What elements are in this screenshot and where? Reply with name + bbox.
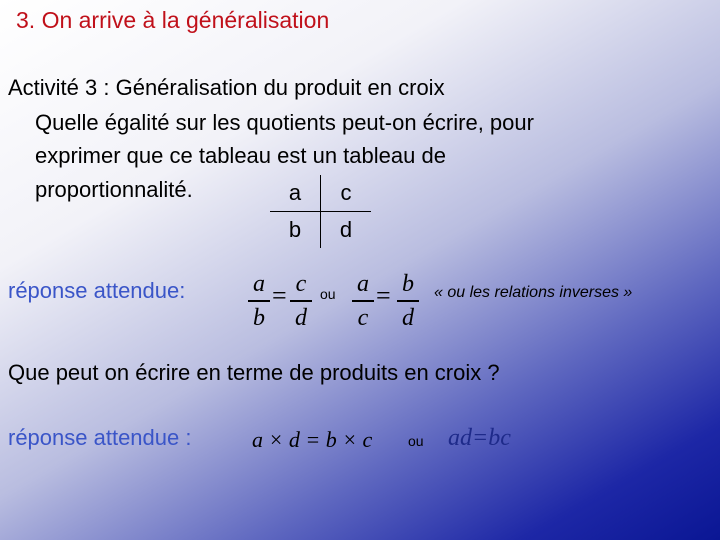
table-cell-d: d: [321, 212, 372, 249]
cross-product-formula: a × d = b × c: [252, 427, 373, 452]
or-text-1: ou: [320, 286, 336, 302]
fraction-numerator: b: [402, 271, 414, 297]
question-line-1: Quelle égalité sur les quotients peut-on écrire, pour: [35, 110, 534, 135]
table-cell-b: b: [270, 212, 321, 249]
inverse-relations-note: « ou les relations inverses »: [434, 284, 633, 301]
fraction-denominator: d: [402, 304, 414, 331]
table-cell-a: a: [288, 180, 302, 205]
fraction-bar: [248, 300, 270, 302]
fraction-b-over-d: [397, 270, 419, 332]
fraction-a-over-b: [248, 270, 270, 332]
table-row: [270, 212, 371, 249]
proportion-table: [270, 175, 371, 248]
answer-label-2: réponse attendue :: [8, 425, 192, 450]
question-line-2: exprimer que ce tableau est un tableau de: [35, 143, 446, 168]
fraction-numerator: c: [295, 271, 307, 297]
cross-product-formula-short: ad=bc: [448, 425, 511, 451]
fraction-bar: [397, 300, 419, 302]
question-2: Que peut on écrire en terme de produits en croix ?: [8, 360, 500, 385]
table-cell-c: c: [321, 175, 372, 212]
or-text-2: ou: [408, 433, 424, 449]
equals-sign: =: [376, 281, 391, 310]
fraction-denominator: b: [253, 304, 265, 331]
equals-sign: =: [272, 281, 287, 310]
answer-label-1: réponse attendue:: [8, 278, 186, 303]
fraction-denominator: d: [295, 304, 307, 331]
activity-heading: Activité 3 : Généralisation du produit en croix: [8, 75, 445, 100]
question-line-3: proportionnalité.: [35, 177, 193, 202]
fraction-bar: [290, 300, 312, 302]
fraction-a-over-c: [352, 270, 374, 332]
fraction-bar: [352, 300, 374, 302]
fraction-numerator: a: [357, 271, 369, 297]
fraction-numerator: a: [253, 271, 265, 297]
fraction-c-over-d: [290, 270, 312, 332]
slide-title: 3. On arrive à la généralisation: [16, 7, 330, 33]
table-row: [270, 175, 371, 212]
fraction-denominator: c: [357, 304, 369, 331]
